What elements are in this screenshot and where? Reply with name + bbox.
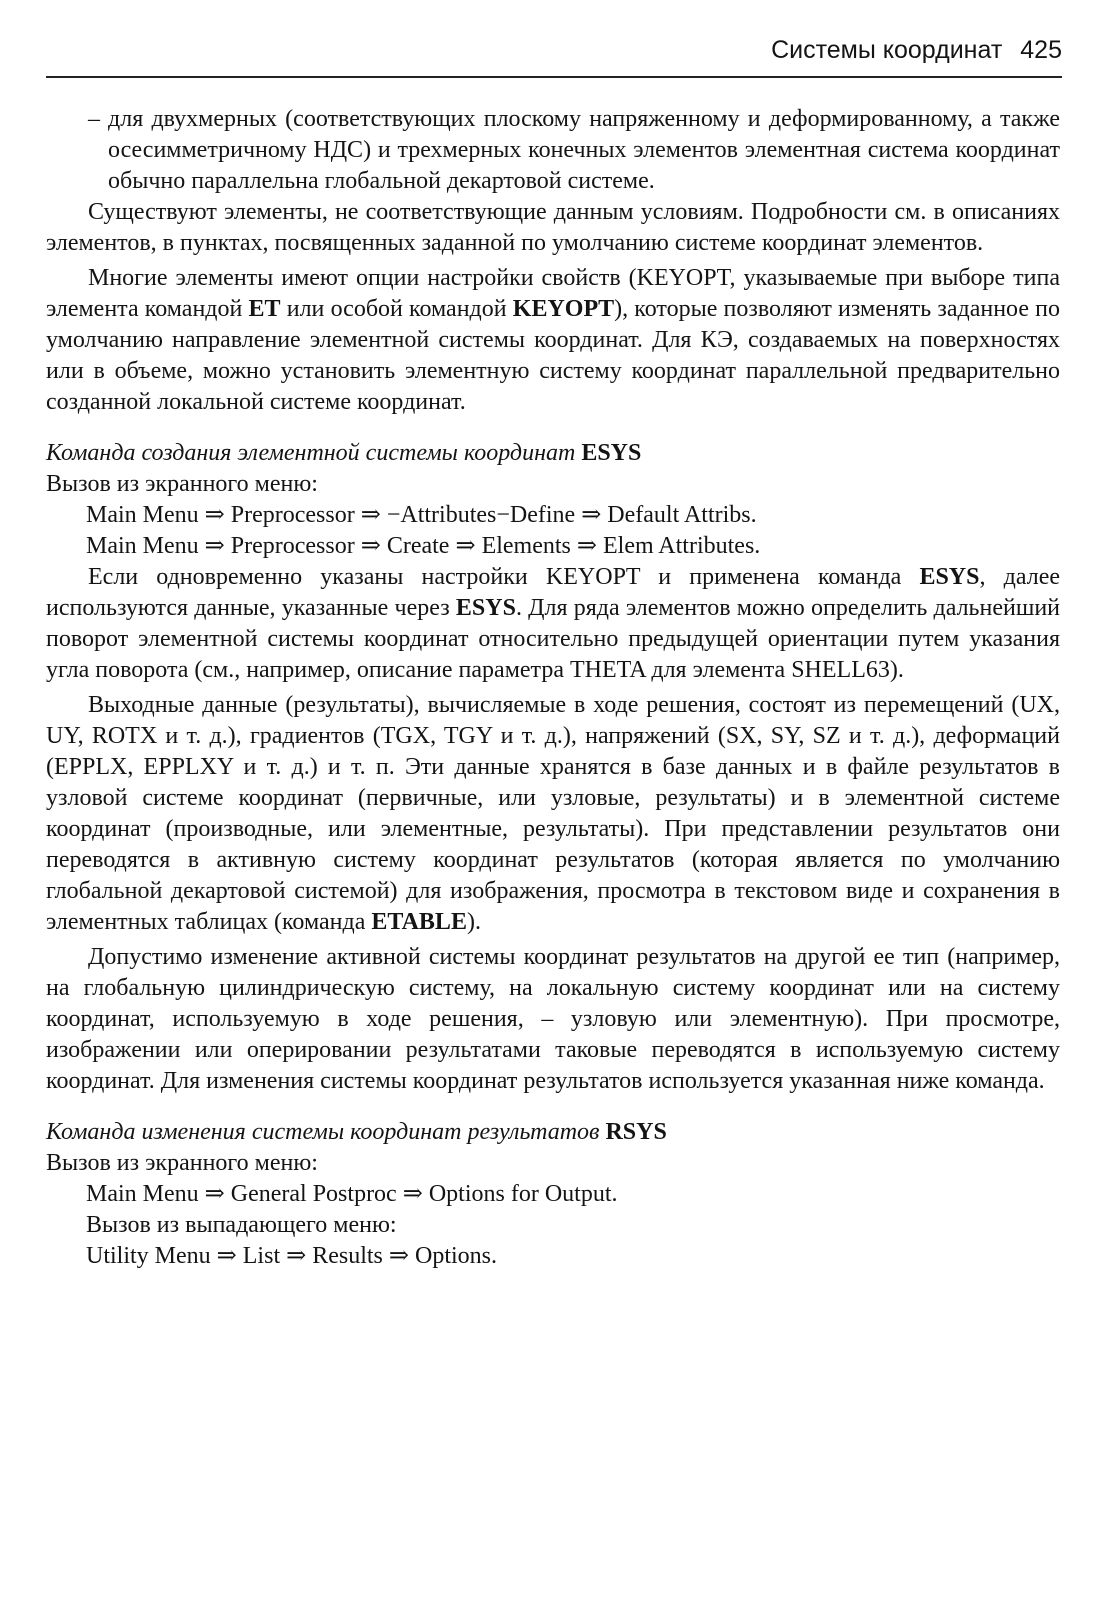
running-header bbox=[46, 36, 1062, 78]
text-run: или особой командой bbox=[280, 296, 513, 322]
text-run: . Для ряда элементов можно определить дальнейший поворот элементной системы координат относительно предыдущей ориентации путем указания угла поворота (см., например, описание параметра THETA для элемента SHELL63). bbox=[46, 595, 1061, 683]
esys-call-label: Вызов из экранного меню: bbox=[46, 471, 318, 497]
rsys-section-title bbox=[46, 1117, 1060, 1148]
rsys-dropdown-label: Вызов из выпадающего меню: bbox=[86, 1212, 397, 1238]
rsys-call-label: Вызов из экранного меню: bbox=[46, 1150, 318, 1176]
rsys-menu-path-1: Main Menu ⇒ General Postproc ⇒ Options for Output. bbox=[86, 1181, 618, 1207]
paragraph-esys-keyopt bbox=[46, 562, 1060, 686]
paragraph-elements-exceptions: Существуют элементы, не соответствующие данным условиям. Подробности см. в описаниях элементов, в пунктах, посвященных заданной по умолчанию системе координат элементов. bbox=[46, 199, 1060, 256]
esys-title-text: Команда создания элементной системы координат bbox=[46, 440, 576, 466]
text-run: ). bbox=[466, 909, 481, 935]
esys-section-title bbox=[46, 438, 1060, 469]
command-esys: ESYS bbox=[455, 595, 516, 621]
page-number: 425 bbox=[1020, 36, 1062, 64]
text-run: , далее используются данные, указанные через bbox=[46, 564, 1060, 621]
paragraph-result-coordinate-change: Допустимо изменение активной системы координат результатов на другой ее тип (например, на глобальную цилиндрическую систему, на локальную систему координат или на систему координат, используемую в ходе решения, – узловую или элементную). При просмотре, изображении или оперировании результатами таковые переводятся в используемую систему координат. Для изменения системы координат результатов используется указанная ниже команда. bbox=[46, 944, 1060, 1094]
esys-menu-path-1: Main Menu ⇒ Preprocessor ⇒ −Attributes−Define ⇒ Default Attribs. bbox=[86, 502, 757, 528]
page-body bbox=[46, 104, 1060, 1272]
command-esys: ESYS bbox=[919, 564, 980, 590]
paragraph-keyopt bbox=[46, 263, 1060, 418]
paragraph-output-data bbox=[46, 690, 1060, 938]
esys-command-name: ESYS bbox=[581, 440, 642, 466]
text-run: Выходные данные (результаты), вычисляемые в ходе решения, состоят из перемещений (UX, UY, ROTX и т. д.), градиентов (TGX, TGY и т. д.), напряжений (SX, SY, SZ и т. д.), деформаций (EPPLX, EPPLXY и т. д.) и т. п. Эти данные хранятся в базе данных и в файле результатов в узловой системе координат (первичные, или узловые, результаты) и в элементной системе координат (производные, или элементные, результаты). При представлении результатов они переводятся в активную систему координат результатов (которая является по умолчанию глобальной декартовой системой) для изображения, просмотра в текстовом виде и сохранения в элементных таблицах (команда bbox=[46, 692, 1060, 935]
list-bullet: – bbox=[88, 106, 100, 132]
command-et: ET bbox=[248, 296, 281, 322]
command-keyopt: KEYOPT bbox=[512, 296, 615, 322]
list-item-text: для двухмерных (соответствующих плоскому напряженному и деформированному, а также осесимметричному НДС) и трехмерных конечных элементов элементная система координат обычно параллельна глобальной декартовой системе. bbox=[108, 106, 1060, 194]
command-etable: ETABLE bbox=[371, 909, 467, 935]
header-section-title: Системы координат bbox=[771, 36, 1003, 64]
rsys-command-name: RSYS bbox=[605, 1119, 667, 1145]
list-item bbox=[46, 104, 1060, 197]
rsys-title-text: Команда изменения системы координат результатов bbox=[46, 1119, 600, 1145]
esys-menu-path-2: Main Menu ⇒ Preprocessor ⇒ Create ⇒ Elements ⇒ Elem Attributes. bbox=[86, 533, 761, 559]
text-run: ), которые позволяют изменять заданное по умолчанию направление элементной системы координат. Для КЭ, создаваемых на поверхностях или в объеме, можно установить элементную систему координат параллельной предварительно созданной локальной системе координат. bbox=[46, 296, 1061, 415]
text-run: Многие элементы имеют опции настройки свойств (KEYOPT, указываемые при выборе типа элемента командой bbox=[46, 265, 1060, 322]
rsys-menu-path-2: Utility Menu ⇒ List ⇒ Results ⇒ Options. bbox=[86, 1243, 498, 1269]
text-run: Если одновременно указаны настройки KEYOPT и применена команда bbox=[88, 564, 920, 590]
